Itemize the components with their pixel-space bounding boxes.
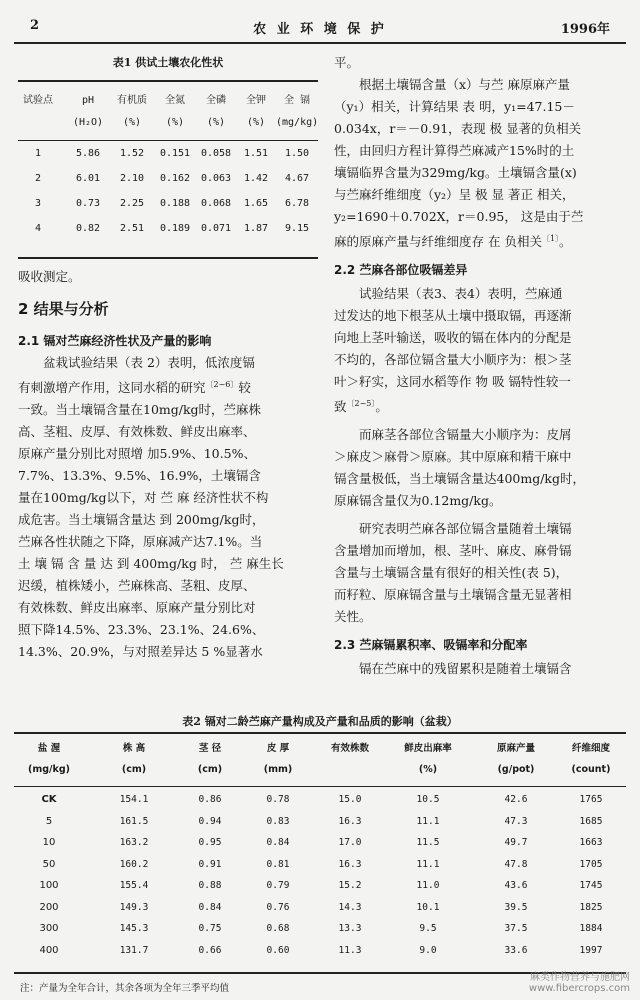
- para-line: 与苎麻纤维细度（y₂）呈 极 显 著正 相关，: [334, 187, 575, 202]
- line-end: 较: [238, 380, 251, 396]
- paragraph-correlation: [334, 518, 626, 628]
- citation-ref: 〔1〕: [541, 234, 560, 243]
- table2-cell: 1705: [579, 858, 603, 870]
- table1-cell: 4: [34, 223, 42, 234]
- table2-row-label: 300: [39, 923, 59, 934]
- table2-row-label: CK: [41, 794, 57, 805]
- table2-col-unit: (%): [418, 764, 438, 775]
- table2-cell: 1884: [579, 923, 603, 934]
- table2-note: 注：产量为全年合计，其余各项为全年三季平均值: [20, 983, 230, 994]
- table2-cell: 131.7: [119, 944, 149, 956]
- table2-cell: 9.0: [419, 944, 437, 956]
- paragraph-2-3: 镉在苎麻中的残留累积是随着土壤镉含: [359, 661, 572, 677]
- table2-cell: 0.60: [266, 944, 290, 956]
- table2-cell: 145.3: [119, 923, 149, 934]
- table2-row-label: 200: [39, 901, 59, 913]
- table1-cell: 1.52: [119, 148, 145, 159]
- table2-col-header: 纤维细度: [571, 743, 610, 754]
- table2-cell: 33.6: [504, 944, 528, 956]
- para-line: 而籽粒、原麻镉含量与土壤镉含量无显著相: [334, 587, 572, 603]
- table2-col-unit: (cm): [121, 764, 147, 775]
- para-line: 高、茎粗、皮厚、有效株数、鲜皮出麻率、: [18, 424, 256, 440]
- table1-top-rule: [18, 80, 318, 82]
- paragraph-2-2: [334, 283, 626, 418]
- para-line: 镉含量极低，当土壤镉含量达400mg/kg时，: [334, 471, 586, 487]
- table2-col-header: 有效株数: [330, 743, 369, 754]
- citation-ref: 〔2~6〕: [205, 380, 239, 389]
- journal-title: 农 业 环 境 保 护: [253, 22, 387, 37]
- table2-cell: 11.3: [338, 944, 362, 956]
- table1-cell: 6.01: [75, 173, 101, 184]
- table2-top-rule: [14, 732, 626, 734]
- table2-cell: 1997: [579, 944, 603, 956]
- para-line: 而麻茎各部位含镉量大小顺序为：皮屑: [359, 427, 572, 443]
- para-line: （y₁）相关，计算结果 表 明，y₁=47.15－: [334, 99, 575, 114]
- subsection-heading-2-3: 2.3 苎麻镉累积率、吸镉率和分配率: [334, 638, 528, 653]
- table2-col-header: 盐 渥: [37, 743, 61, 754]
- para-line: 研究表明苎麻各部位镉含量随着土壤镉: [359, 521, 572, 537]
- citation-ref: 〔2~5〕: [346, 399, 376, 409]
- page-number: 2: [30, 18, 40, 33]
- table2-cell: 0.75: [198, 923, 222, 934]
- table2-cell: 149.3: [119, 901, 149, 913]
- issue-year: 1996年: [560, 22, 610, 37]
- table2-cell: 154.1: [119, 794, 149, 805]
- table2-col-header: 株 高: [122, 743, 146, 754]
- table1-cell: 2.25: [119, 198, 145, 209]
- table2-cell: 0.81: [266, 858, 290, 870]
- para-line: 过发达的地下根茎从土壤中摄取镉，再逐渐: [334, 308, 572, 324]
- table2-col-header: 鲜皮出麻率: [404, 743, 452, 754]
- para-line: 14.3%、20.9%，与对照差异达 5 %显著水: [18, 644, 263, 660]
- para-line: 苎麻各性状随之下降，原麻减产达7.1%。当: [18, 534, 263, 550]
- table1-cell: 2.51: [119, 223, 145, 234]
- table2-col-unit: (cm): [197, 764, 223, 775]
- table1-cell: 0.058: [200, 148, 232, 159]
- table2-cell: 14.3: [338, 901, 362, 913]
- table2-caption: 表2 镉对二龄苎麻产量构成及产量和品质的影响（盆栽）: [182, 715, 458, 728]
- table2-cell: 13.3: [338, 923, 362, 934]
- para-line: 含量与土壤镉含量有很好的相关性(表 5)，: [334, 565, 569, 581]
- table2-cell: 49.7: [504, 837, 528, 848]
- table2-cell: 0.86: [198, 794, 222, 805]
- para-line: 盆栽试验结果（表 2）表明，低浓度镉: [43, 355, 255, 370]
- table2-cell: 0.68: [266, 923, 290, 934]
- table2-cell: 39.5: [504, 901, 528, 913]
- paragraph-fragment: 吸收测定。: [18, 269, 81, 284]
- table2-col-unit: (count): [571, 764, 611, 775]
- table1-col-header: 有机质 (%): [117, 95, 147, 128]
- table2-cell: 163.2: [119, 837, 149, 848]
- section-heading: 2 结果与分析: [18, 300, 109, 318]
- paragraph-regression: [334, 74, 626, 253]
- para-line: 量在100mg/kg以下，对 苎 麻 经济性状不构: [18, 490, 269, 506]
- table2-cell: 1685: [579, 815, 603, 827]
- table1-cell: 4.67: [284, 173, 310, 184]
- table1-cell: 0.188: [159, 198, 191, 209]
- table2-cell: 0.95: [198, 837, 222, 848]
- table1-cell: 5.86: [75, 148, 101, 159]
- table2-cell: 0.76: [266, 901, 290, 913]
- table1-cell: 0.071: [200, 223, 232, 234]
- para-line: 原麻镉含量仅为0.12mg/kg。: [334, 493, 502, 509]
- table2-body: [14, 794, 626, 966]
- table1-caption: 表1 供试土壤农化性状: [112, 56, 224, 69]
- table2-cell: 15.2: [338, 880, 362, 891]
- table1-cell: 1.65: [243, 198, 269, 209]
- table1-col-header: pH (H₂O): [72, 95, 104, 128]
- table2-header: [14, 738, 626, 784]
- para-line: 叶＞籽实，这同水稻等作 物 吸 镉特性较一: [334, 374, 571, 390]
- table1-cell: 1.51: [243, 148, 269, 159]
- table2-cell: 11.1: [416, 858, 440, 870]
- header-rule: [14, 42, 626, 44]
- table2-cell: 1745: [579, 880, 603, 891]
- para-line: 致$^{〔2\sim 5〕}$。: [334, 399, 388, 415]
- table1-cell: 1.50: [284, 148, 310, 159]
- para-line: 原麻产量分别比对照增 加5.9%、10.5%、: [18, 446, 256, 462]
- para-line: 一致。当土壤镉含量在10mg/kg时，苎麻株: [18, 402, 262, 418]
- table2-cell: 17.0: [338, 837, 362, 848]
- para-line: 有刺激增产作用，这同水稻的研究$^{〔2\sim 6〕}$较: [18, 380, 251, 396]
- table2-col-unit: (mg/kg): [28, 764, 70, 775]
- table1-cell: 0.73: [75, 198, 101, 209]
- table1-cell: 0.063: [200, 173, 232, 184]
- table2-cell: 1825: [579, 901, 603, 913]
- table2-cell: 1663: [579, 837, 603, 848]
- table2-col-header: 皮 厚: [266, 743, 290, 754]
- line-end: 。: [375, 399, 388, 415]
- table2-cell: 0.91: [198, 858, 222, 870]
- table2-cell: 16.3: [338, 858, 362, 870]
- table2-header-rule: [14, 786, 626, 787]
- para-line: y₂=1690＋0.702X，r＝0.95， 这是由于苎: [334, 209, 584, 224]
- para-line: ＞麻皮＞麻骨＞原麻。其中原麻和精干麻中: [334, 449, 572, 465]
- para-line: 根据土壤镉含量（x）与苎 麻原麻产量: [359, 77, 571, 92]
- table1-cell: 2: [34, 173, 42, 184]
- table2-cell: 37.5: [504, 923, 528, 934]
- table2-cell: 161.5: [119, 815, 149, 827]
- para-line: 有效株数、鲜皮出麻率、原麻产量分别比对: [18, 600, 256, 616]
- table2-cell: 43.6: [504, 880, 528, 891]
- para-line: 含量增加而增加，根、茎叶、麻皮、麻骨镉: [334, 543, 572, 559]
- table2-col-header: 茎 径: [198, 743, 222, 754]
- table2-cell: 16.3: [338, 815, 362, 827]
- table1-col-header: 全 镉 (mg/kg): [276, 95, 319, 128]
- para-line: 性，由回归方程计算得苎麻减产15%时的土: [334, 143, 575, 158]
- table1-cell: 0.151: [159, 148, 191, 159]
- table2-col-unit: (g/pot): [497, 764, 535, 775]
- watermark-url: www.fibercrops.com: [528, 983, 630, 994]
- right-column: [334, 52, 626, 680]
- table2-cell: 0.88: [198, 880, 222, 891]
- table1-header-rule: [18, 140, 318, 141]
- subsection-heading-2-2: 2.2 苎麻各部位吸镉差异: [334, 263, 468, 278]
- table1-cell: 0.162: [159, 173, 191, 184]
- paragraph-fiber-parts: [334, 424, 626, 512]
- table1-col-header: 全磷 (%): [206, 95, 226, 128]
- para-line: 0.034x，r＝－0.91，表现 极 显著的负相关: [334, 121, 582, 136]
- para-line: 7.7%、13.3%、9.5%、16.9%，土壤镉含: [18, 468, 261, 484]
- table2-cell: 11.5: [416, 837, 440, 848]
- table2-cell: 10.1: [416, 901, 440, 913]
- table1-cell: 1: [34, 148, 42, 159]
- para-line: 迟缓，植株矮小，苎麻株高、茎粗、皮厚、: [18, 578, 256, 594]
- table2-row-label: 100: [39, 880, 59, 891]
- table1-col-header: 全钾 (%): [246, 95, 266, 128]
- table2-cell: 0.79: [266, 880, 290, 891]
- paragraph-fragment: 平。: [334, 55, 360, 70]
- table2-row-label: 400: [39, 944, 59, 956]
- page-header: [0, 18, 640, 42]
- table2-col-header: 原麻产量: [496, 743, 535, 754]
- table1-col-header: 全氮 (%): [165, 95, 185, 128]
- subsection-heading-2-1: 2.1 镉对苎麻经济性状及产量的影响: [18, 334, 212, 348]
- table2-cell: 0.66: [198, 944, 222, 956]
- table1-bottom-rule: [18, 257, 318, 259]
- table1-cell: 0.189: [159, 223, 191, 234]
- table1-body: [18, 146, 318, 256]
- para-line: 成危害。当土壤镉含量达 到 200mg/kg时，: [18, 512, 265, 528]
- table1-cell: 0.82: [75, 223, 101, 234]
- table2-cell: 9.5: [419, 923, 437, 934]
- table2-cell: 0.83: [266, 815, 290, 827]
- table1-cell: 1.87: [243, 223, 269, 234]
- table2-cell: 47.8: [504, 858, 528, 870]
- table2-cell: 160.2: [119, 858, 149, 870]
- table2-cell: 155.4: [119, 880, 149, 891]
- para-line: 壤镉临界含量为329mg/kg。土壤镉含量(x): [334, 165, 577, 180]
- para-line: 麻的原麻产量与纤维细度存 在 负相关$^{〔1〕}$。: [334, 234, 572, 250]
- table2-row-label: 5: [45, 815, 53, 827]
- watermark-cn: 麻类作物营养与施肥网: [530, 972, 630, 983]
- table2-cell: 11.0: [416, 880, 440, 891]
- table1-cell: 3: [34, 198, 42, 209]
- table2-cell: 42.6: [504, 794, 528, 805]
- left-column: [18, 266, 324, 663]
- para-line: 不均的，各部位镉含量大小顺序为：根＞茎: [334, 352, 572, 368]
- para-line: 试验结果（表3、表4）表明，苎麻通: [359, 286, 563, 302]
- table2-cell: 0.94: [198, 815, 222, 827]
- table2-cell: 47.3: [504, 815, 528, 827]
- table2-cell: 0.84: [266, 837, 290, 848]
- paragraph-2-1: [18, 352, 324, 663]
- para-line: 关性。: [334, 609, 372, 625]
- para-line: 土 壤 镉 含 量 达 到 400mg/kg 时， 苎 麻生长: [18, 556, 284, 572]
- table1-cell: 9.15: [284, 223, 310, 234]
- table1-cell: 1.42: [243, 173, 269, 184]
- line-end: 。: [559, 234, 572, 250]
- table2-cell: 0.84: [198, 901, 222, 913]
- table2-col-unit: (mm): [263, 764, 293, 775]
- table2-cell: 15.0: [338, 794, 362, 805]
- table2-row-label: 10: [42, 837, 56, 848]
- para-line: 向地上茎叶输送，吸收的镉在体内的分配是: [334, 330, 572, 346]
- watermark: [430, 968, 630, 994]
- table2-cell: 10.5: [416, 794, 440, 805]
- table1-cell: 6.78: [284, 198, 310, 209]
- table2-cell: 0.78: [266, 794, 290, 805]
- table2-row-label: 50: [42, 858, 56, 870]
- table1-col-header: 试验点: [23, 95, 53, 106]
- table1-header: [18, 90, 318, 140]
- table2-cell: 1765: [579, 794, 603, 805]
- para-line: 照下降14.5%、23.3%、23.1%、24.6%、: [18, 622, 265, 638]
- table2-cell: 11.1: [416, 815, 440, 827]
- table1-cell: 0.068: [200, 198, 232, 209]
- table1-cell: 2.10: [119, 173, 145, 184]
